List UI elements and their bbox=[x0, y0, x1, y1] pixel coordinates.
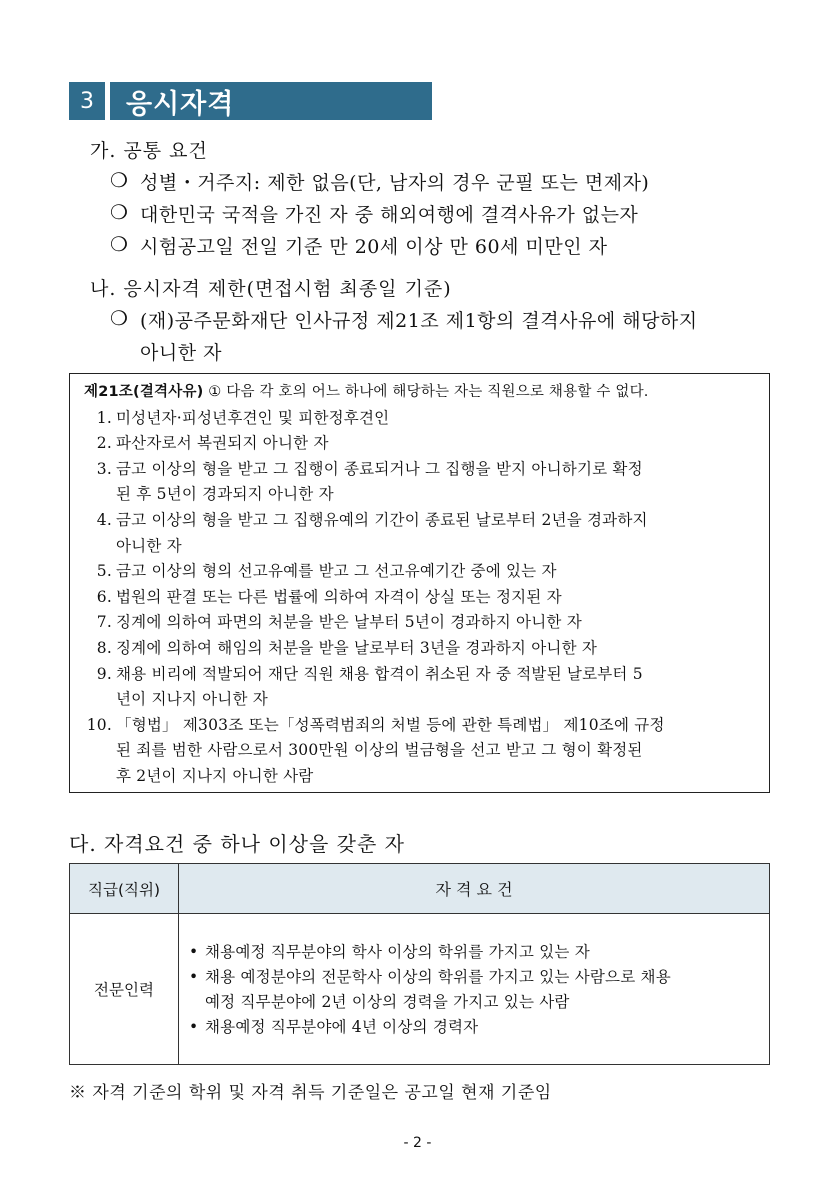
section-title: 응시자격 bbox=[110, 82, 432, 120]
common-item: ❍ 대한민국 국적을 가진 자 중 해외여행에 결격사유가 없는자 bbox=[110, 200, 639, 226]
rule-item-number: 6. bbox=[96, 587, 112, 606]
rule-item: 5. 금고 이상의 형의 선고유예를 받고 그 선고유예기간 중에 있는 자 bbox=[84, 559, 759, 585]
rank-cell: 전문인력 bbox=[70, 914, 179, 1065]
rule-item-number: 4. bbox=[96, 510, 112, 529]
qualification-table bbox=[69, 863, 770, 1065]
rule-item-number: 5. bbox=[96, 562, 112, 581]
requirement-item: • 채용 예정분야의 전문학사 이상의 학위를 가지고 있는 사람으로 채용 예정 직무분야에 2년 이상의 경력을 가지고 있는 사람 bbox=[189, 965, 757, 1015]
rule-item: 9. 채용 비리에 적발되어 재단 직원 채용 합격이 취소된 자 중 적발된 날로부터 5 bbox=[84, 662, 759, 688]
col-rank-header: 직급(직위) bbox=[70, 864, 179, 914]
rule-item: 8. 징계에 의하여 해임의 처분을 받을 날로부터 3년을 경과하지 아니한 자 bbox=[84, 636, 759, 662]
circle-bullet-icon: ❍ bbox=[110, 232, 129, 256]
circle-bullet-icon: ❍ bbox=[110, 306, 129, 330]
page-number: - 2 - bbox=[403, 1135, 432, 1151]
rule-item-number: 7. bbox=[96, 613, 112, 632]
rule-item: 4. 금고 이상의 형을 받고 그 집행유예의 기간이 종료된 날로부터 2년을 경과하지 bbox=[84, 508, 759, 534]
qualification-heading: 다. 자격요건 중 하나 이상을 갖춘 자 bbox=[69, 832, 405, 856]
rule-item: 10. 「형법」 제303조 또는「성폭력범죄의 처벌 등에 관한 특례법」 제10조에 규정 bbox=[84, 713, 759, 739]
rule-item: 2. 파산자로서 복권되지 아니한 자 bbox=[84, 431, 759, 457]
rule-item-cont: 된 죄를 범한 사람으로서 300만원 이상의 벌금형을 선고 받고 그 형이 확정된 bbox=[116, 741, 643, 760]
bullet-dot-icon: • bbox=[189, 943, 199, 961]
requirement-item: • 채용예정 직무분야에 4년 이상의 경력자 bbox=[189, 1015, 757, 1040]
rule-item-cont: 아니한 자 bbox=[116, 536, 182, 555]
section-header bbox=[69, 82, 432, 120]
section-number: 3 bbox=[69, 82, 105, 120]
footnote: ※ 자격 기준의 학위 및 자격 취득 기준일은 공고일 현재 기준임 bbox=[69, 1083, 552, 1103]
requirements-cell bbox=[179, 914, 770, 1065]
rule-item: 6. 법원의 판결 또는 다른 법률에 의하여 자격이 상실 또는 정지된 자 bbox=[84, 585, 759, 611]
rule-item-number: 8. bbox=[96, 638, 112, 657]
rule-box bbox=[69, 373, 770, 793]
rule-item-number: 3. bbox=[96, 459, 112, 478]
rule-item-cont: 년이 지나지 아니한 자 bbox=[116, 690, 268, 709]
common-heading: 가. 공통 요건 bbox=[90, 140, 208, 162]
common-item: ❍ 시험공고일 전일 기준 만 20세 이상 만 60세 미만인 자 bbox=[110, 232, 608, 258]
restriction-heading: 나. 응시자격 제한(면접시험 최종일 기준) bbox=[90, 278, 452, 300]
rule-item-cont: 후 2년이 지나지 아니한 사람 bbox=[116, 766, 314, 785]
rule-item-number: 2. bbox=[96, 434, 112, 453]
rule-title: 제21조(결격사유) bbox=[84, 384, 204, 400]
restriction-item-cont: 아니한 자 bbox=[140, 342, 222, 364]
rule-item-number: 10. bbox=[86, 715, 112, 734]
restriction-item: ❍ (재)공주문화재단 인사규정 제21조 제1항의 결격사유에 해당하지 bbox=[110, 306, 698, 332]
rule-item-number: 9. bbox=[96, 664, 112, 683]
rule-header bbox=[84, 380, 759, 406]
rule-item-number: 1. bbox=[96, 408, 112, 427]
requirement-item: • 채용예정 직무분야의 학사 이상의 학위를 가지고 있는 자 bbox=[189, 940, 757, 965]
rule-item-cont: 된 후 5년이 경과되지 아니한 자 bbox=[116, 485, 334, 504]
rule-intro: ① 다음 각 호의 어느 하나에 해당하는 자는 직원으로 채용할 수 없다. bbox=[203, 384, 649, 400]
circle-bullet-icon: ❍ bbox=[110, 168, 129, 192]
circle-bullet-icon: ❍ bbox=[110, 200, 129, 224]
bullet-dot-icon: • bbox=[189, 1018, 199, 1036]
rule-item: 3. 금고 이상의 형을 받고 그 집행이 종료되거나 그 집행을 받지 아니하기로 확정 bbox=[84, 457, 759, 483]
rule-item: 7. 징계에 의하여 파면의 처분을 받은 날부터 5년이 경과하지 아니한 자 bbox=[84, 610, 759, 636]
col-requirements-header: 자 격 요 건 bbox=[179, 864, 770, 914]
common-item: ❍ 성별・거주지: 제한 없음(단, 남자의 경우 군필 또는 면제자) bbox=[110, 168, 650, 194]
rule-item: 1. 미성년자·피성년후견인 및 피한정후견인 bbox=[84, 406, 759, 432]
bullet-dot-icon: • bbox=[189, 968, 199, 986]
